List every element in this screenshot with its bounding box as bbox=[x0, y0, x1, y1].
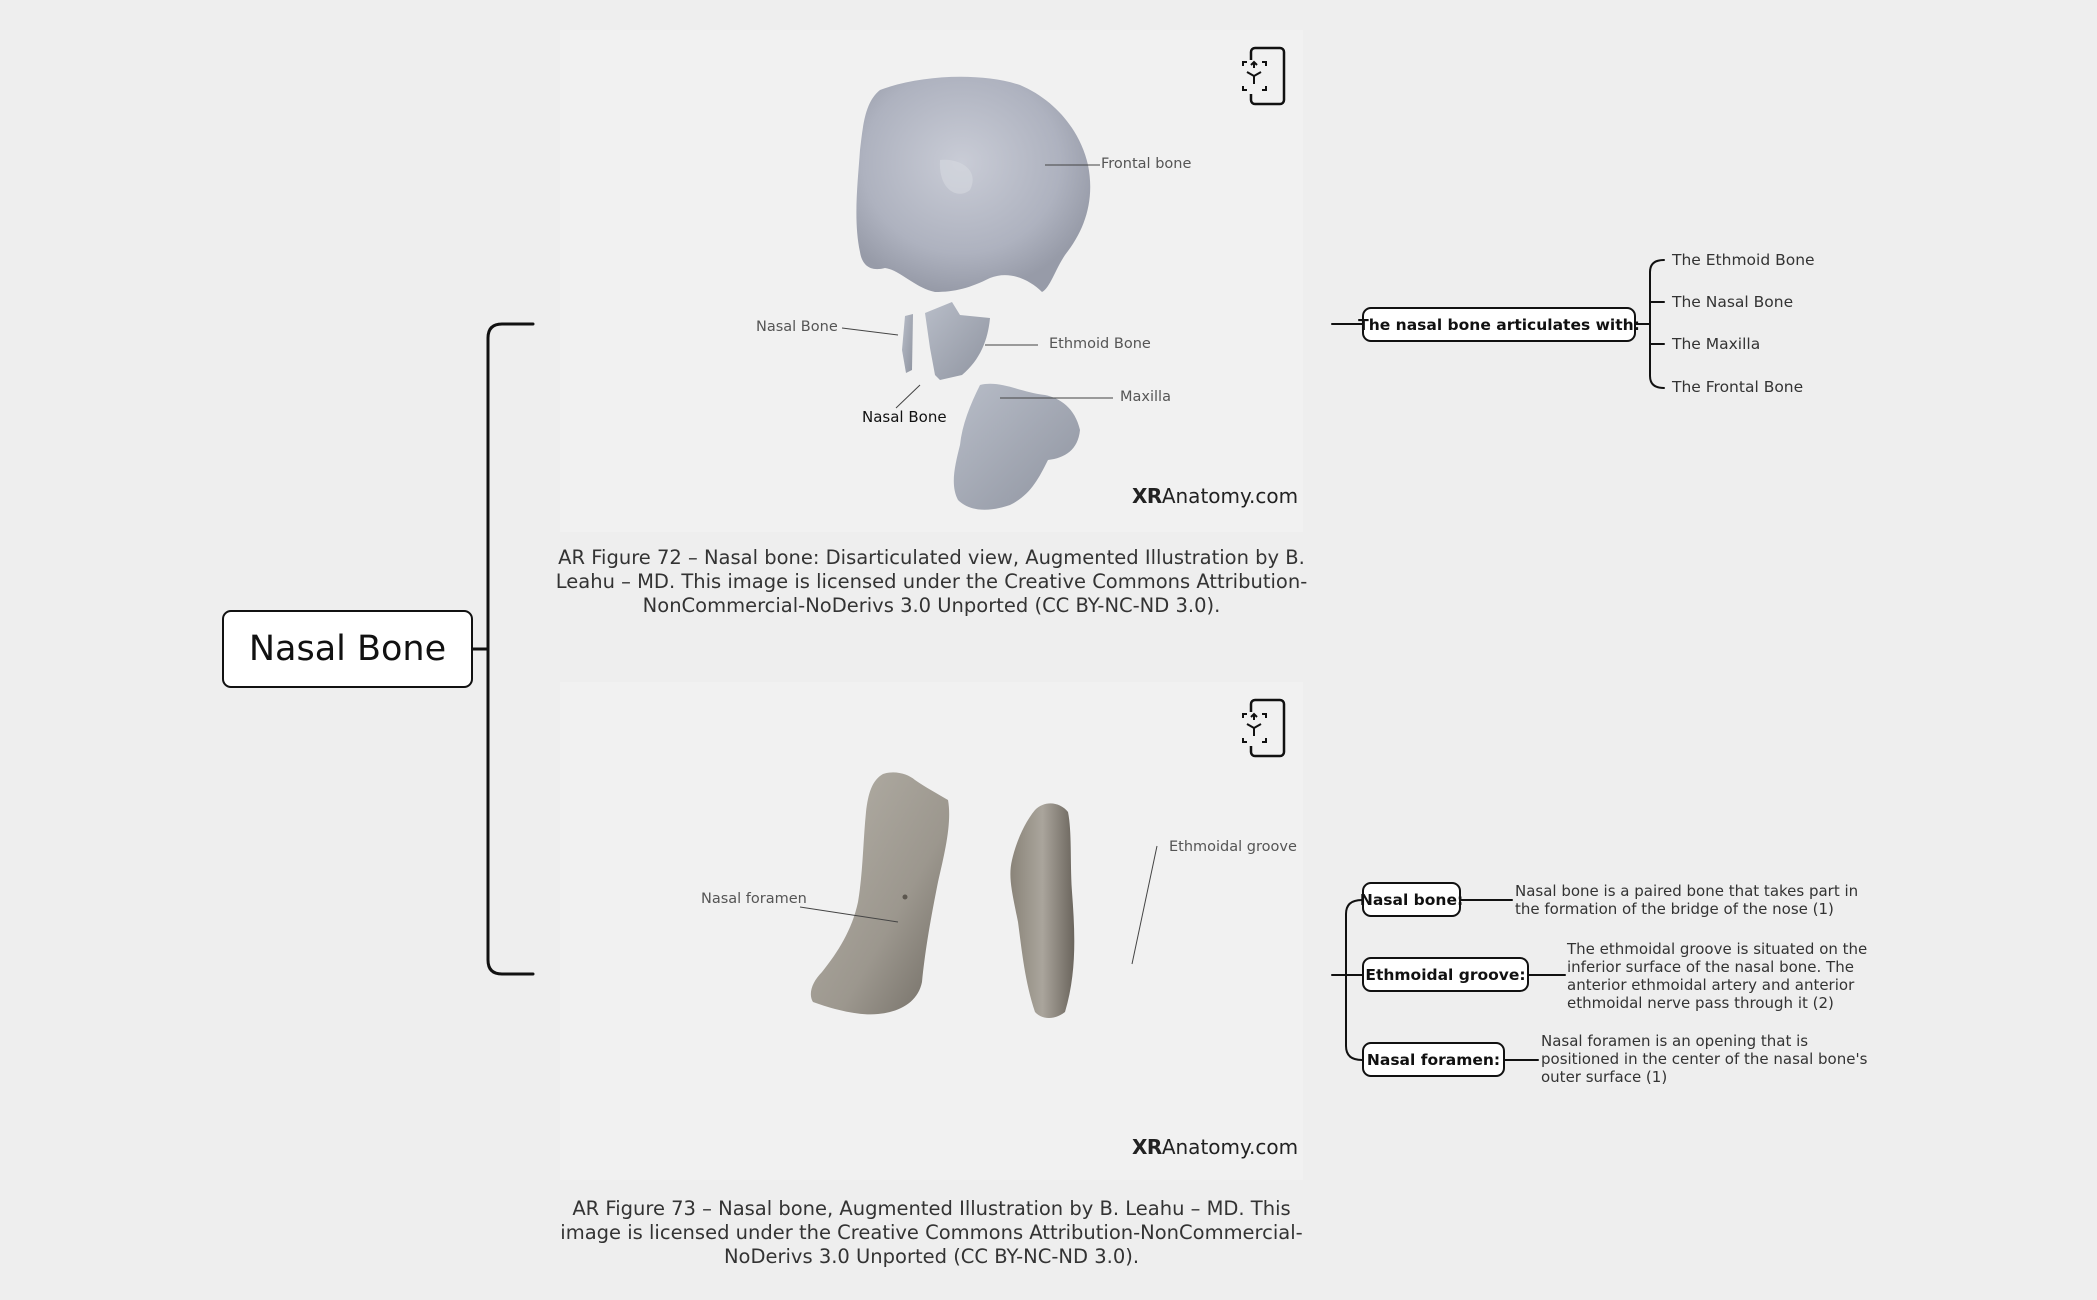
maxilla-bone-shape bbox=[954, 384, 1080, 510]
label-frontal-bone: Frontal bone bbox=[1101, 156, 1192, 172]
nasal-bone-shape bbox=[902, 314, 913, 373]
watermark-xranatomy bbox=[1132, 1135, 1298, 1159]
definition-term-ethmoidal-groove bbox=[1362, 957, 1529, 992]
watermark-rest: Anatomy.com bbox=[1161, 484, 1299, 508]
watermark-bold: XR bbox=[1132, 1135, 1162, 1159]
definition-term-label: Ethmoidal groove: bbox=[1365, 965, 1526, 984]
articulates-title: The nasal bone articulates with: bbox=[1358, 315, 1640, 334]
nasal-bones-illustration bbox=[560, 682, 1303, 1180]
watermark-bold: XR bbox=[1132, 484, 1162, 508]
articulates-item: The Ethmoid Bone bbox=[1672, 251, 1815, 269]
nasal-bone-left-shape bbox=[811, 772, 949, 1014]
definition-text-ethmoidal-groove: The ethmoidal groove is situated on the inferior surface of the nasal bone. The anterior ethmoidal artery and anterior ethmoidal nerve pass through it (2) bbox=[1567, 940, 1868, 1012]
definition-term-label: Nasal bone: bbox=[1359, 890, 1464, 909]
skull-bones-illustration bbox=[560, 30, 1303, 532]
nasal-bone-right-shape bbox=[1010, 803, 1074, 1018]
figure-72-image bbox=[560, 30, 1303, 532]
label-ethmoidal-groove: Ethmoidal groove bbox=[1169, 839, 1297, 855]
root-title: Nasal Bone bbox=[248, 629, 447, 669]
figure-72-caption: AR Figure 72 – Nasal bone: Disarticulated view, Augmented Illustration by B. Leahu – MD. This image is licensed under the Creative Commons Attribution-NonCommercial-NoDerivs 3.0 Unported (CC BY-NC-ND 3.0). bbox=[555, 546, 1308, 617]
root-node bbox=[222, 610, 473, 688]
articulates-item: The Frontal Bone bbox=[1672, 378, 1804, 396]
label-nasal-bone-highlight: Nasal Bone bbox=[862, 408, 947, 426]
label-nasal-foramen: Nasal foramen bbox=[701, 891, 807, 907]
definition-term-nasal-foramen bbox=[1362, 1042, 1505, 1077]
articulates-node bbox=[1358, 307, 1640, 342]
articulates-item: The Nasal Bone bbox=[1672, 293, 1794, 311]
label-nasal-bone: Nasal Bone bbox=[756, 319, 838, 335]
label-ethmoid-bone: Ethmoid Bone bbox=[1049, 336, 1151, 352]
watermark-xranatomy bbox=[1132, 484, 1298, 508]
definition-term-label: Nasal foramen: bbox=[1366, 1050, 1501, 1069]
frontal-bone-shape bbox=[856, 77, 1090, 292]
label-maxilla: Maxilla bbox=[1120, 389, 1171, 405]
watermark-rest: Anatomy.com bbox=[1161, 1135, 1299, 1159]
ethmoid-bone-shape bbox=[925, 302, 990, 380]
articulates-item: The Maxilla bbox=[1672, 335, 1761, 353]
ar-cube-icon[interactable] bbox=[1238, 696, 1288, 760]
definition-text-nasal-bone: Nasal bone is a paired bone that takes part in the formation of the bridge of the nose (1) bbox=[1515, 882, 1859, 918]
figure-73-caption: AR Figure 73 – Nasal bone, Augmented Illustration by B. Leahu – MD. This image is licensed under the Creative Commons Attribution-NonCommercial-NoDerivs 3.0 Unported (CC BY-NC-ND 3.0). bbox=[560, 1197, 1303, 1268]
figure-73-image bbox=[560, 682, 1303, 1180]
definition-text-nasal-foramen: Nasal foramen is an opening that is positioned in the center of the nasal bone's outer surface (1) bbox=[1541, 1032, 1868, 1086]
definition-term-nasal-bone bbox=[1359, 882, 1464, 917]
ar-cube-icon[interactable] bbox=[1238, 44, 1288, 108]
